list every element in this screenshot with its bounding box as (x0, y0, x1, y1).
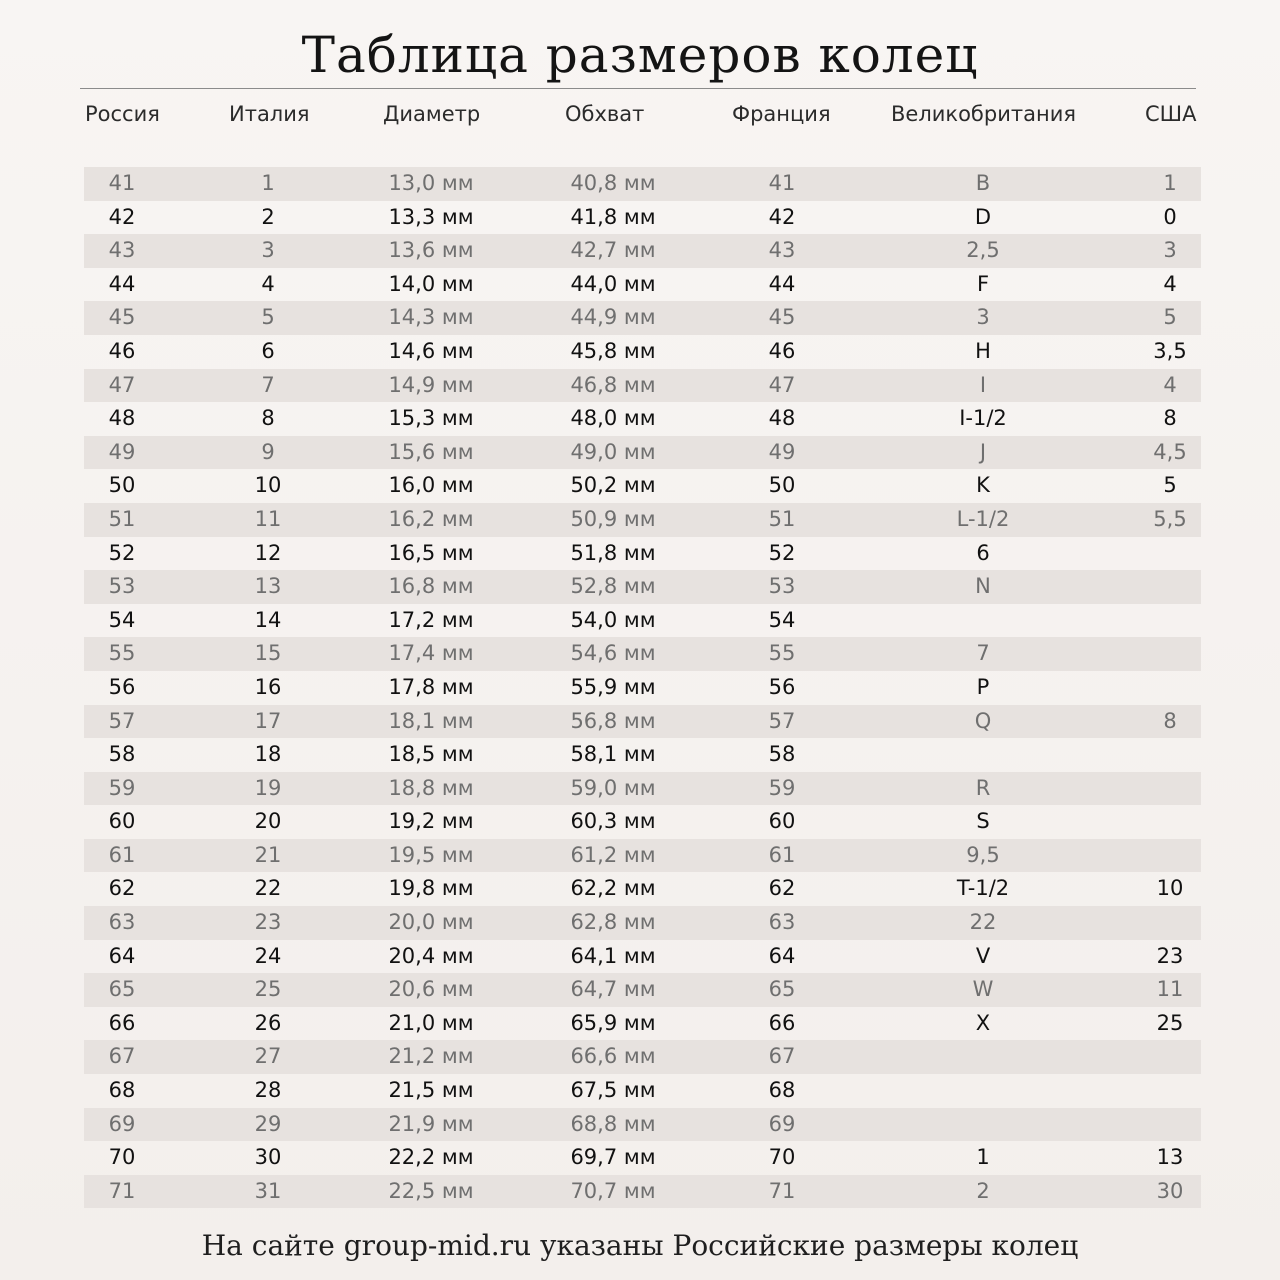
cell-diameter: 15,6 мм (388, 439, 474, 464)
cell-uk: X (975, 1010, 991, 1035)
cell-france: 44 (768, 271, 796, 296)
cell-italy: 22 (254, 876, 282, 901)
cell-circumference: 70,7 мм (570, 1178, 656, 1203)
cell-france: 67 (768, 1044, 796, 1069)
cell-uk: H (975, 338, 991, 363)
table-row (84, 335, 1201, 369)
cell-italy: 30 (254, 1145, 282, 1170)
cell-france: 65 (768, 977, 796, 1002)
cell-diameter: 16,8 мм (388, 574, 474, 599)
cell-france: 55 (768, 641, 796, 666)
cell-circumference: 50,9 мм (570, 506, 656, 531)
cell-usa: 5 (1163, 473, 1177, 498)
cell-russia: 57 (108, 708, 136, 733)
cell-france: 48 (768, 406, 796, 431)
column-header-france: Франция (732, 102, 831, 126)
cell-uk: I-1/2 (959, 406, 1007, 431)
cell-circumference: 58,1 мм (570, 742, 656, 767)
cell-diameter: 19,8 мм (388, 876, 474, 901)
cell-uk: 9,5 (966, 842, 1000, 867)
cell-circumference: 62,2 мм (570, 876, 656, 901)
size-table (84, 167, 1201, 1208)
table-row (84, 402, 1201, 436)
cell-italy: 11 (254, 506, 282, 531)
cell-russia: 48 (108, 406, 136, 431)
cell-france: 58 (768, 742, 796, 767)
cell-uk: K (976, 473, 990, 498)
cell-diameter: 14,9 мм (388, 372, 474, 397)
cell-circumference: 40,8 мм (570, 171, 656, 195)
table-row (84, 671, 1201, 705)
cell-italy: 21 (254, 842, 282, 867)
cell-usa: 4 (1163, 372, 1177, 397)
cell-usa: 0 (1163, 204, 1177, 229)
cell-diameter: 18,8 мм (388, 775, 474, 800)
table-row (84, 839, 1201, 873)
cell-russia: 60 (108, 809, 136, 834)
cell-usa: 8 (1163, 406, 1177, 431)
cell-uk: 1 (976, 1145, 990, 1170)
cell-diameter: 14,0 мм (388, 271, 474, 296)
cell-france: 56 (768, 674, 796, 699)
cell-italy: 5 (261, 305, 275, 330)
cell-uk: V (975, 943, 991, 968)
cell-france: 52 (768, 540, 796, 565)
cell-italy: 28 (254, 1078, 282, 1103)
table-row (84, 940, 1201, 974)
cell-circumference: 50,2 мм (570, 473, 656, 498)
cell-russia: 53 (108, 574, 136, 599)
cell-diameter: 14,3 мм (388, 305, 474, 330)
table-row (84, 772, 1201, 806)
table-row (84, 1141, 1201, 1175)
cell-circumference: 54,6 мм (570, 641, 656, 666)
cell-france: 61 (768, 842, 796, 867)
cell-france: 63 (768, 910, 796, 935)
cell-diameter: 19,5 мм (388, 842, 474, 867)
cell-diameter: 21,9 мм (388, 1111, 474, 1136)
cell-uk: 22 (969, 910, 997, 935)
table-row (84, 973, 1201, 1007)
cell-russia: 61 (108, 842, 136, 867)
cell-russia: 51 (108, 506, 136, 531)
cell-circumference: 51,8 мм (570, 540, 656, 565)
cell-italy: 3 (261, 238, 275, 263)
table-row (84, 637, 1201, 671)
cell-italy: 2 (261, 204, 275, 229)
cell-diameter: 21,5 мм (388, 1078, 474, 1103)
cell-russia: 68 (108, 1078, 136, 1103)
cell-diameter: 22,2 мм (388, 1145, 474, 1170)
cell-diameter: 14,6 мм (388, 338, 474, 363)
cell-diameter: 17,8 мм (388, 674, 474, 699)
cell-russia: 62 (108, 876, 136, 901)
cell-circumference: 41,8 мм (570, 204, 656, 229)
cell-russia: 47 (108, 372, 136, 397)
table-row (84, 1007, 1201, 1041)
cell-circumference: 49,0 мм (570, 439, 656, 464)
cell-italy: 8 (261, 406, 275, 431)
cell-uk: N (975, 574, 991, 599)
cell-diameter: 21,0 мм (388, 1010, 474, 1035)
cell-france: 69 (768, 1111, 796, 1136)
cell-russia: 65 (108, 977, 136, 1002)
cell-italy: 12 (254, 540, 282, 565)
cell-france: 68 (768, 1078, 796, 1103)
table-row (84, 738, 1201, 772)
table-row (84, 604, 1201, 638)
cell-circumference: 69,7 мм (570, 1145, 656, 1170)
cell-circumference: 67,5 мм (570, 1078, 656, 1103)
cell-russia: 46 (108, 338, 136, 363)
cell-uk: 2,5 (966, 238, 1000, 263)
table-row (84, 1108, 1201, 1142)
footer-note: На сайте group-mid.ru указаны Российские размеры колец (201, 1229, 1079, 1262)
cell-diameter: 20,6 мм (388, 977, 474, 1002)
cell-circumference: 65,9 мм (570, 1010, 656, 1035)
cell-france: 53 (768, 574, 796, 599)
cell-usa: 8 (1163, 708, 1177, 733)
cell-france: 54 (768, 607, 796, 632)
cell-usa: 30 (1156, 1178, 1184, 1203)
cell-usa: 3,5 (1153, 338, 1187, 363)
cell-uk: Q (974, 708, 992, 733)
cell-russia: 59 (108, 775, 136, 800)
cell-diameter: 16,0 мм (388, 473, 474, 498)
cell-italy: 6 (261, 338, 275, 363)
cell-france: 51 (768, 506, 796, 531)
cell-usa: 3 (1163, 238, 1177, 263)
cell-france: 46 (768, 338, 796, 363)
cell-italy: 29 (254, 1111, 282, 1136)
cell-uk: S (976, 809, 990, 834)
table-header (0, 102, 1280, 132)
cell-usa: 23 (1156, 943, 1184, 968)
cell-diameter: 21,2 мм (388, 1044, 474, 1069)
table-row (84, 301, 1201, 335)
cell-circumference: 59,0 мм (570, 775, 656, 800)
cell-france: 42 (768, 204, 796, 229)
cell-usa: 5 (1163, 305, 1177, 330)
cell-diameter: 20,4 мм (388, 943, 474, 968)
cell-diameter: 18,5 мм (388, 742, 474, 767)
cell-italy: 24 (254, 943, 282, 968)
cell-uk: T-1/2 (956, 876, 1010, 901)
table-row (84, 1074, 1201, 1108)
table-row (84, 537, 1201, 571)
table-row (84, 705, 1201, 739)
cell-diameter: 17,2 мм (388, 607, 474, 632)
cell-uk: 2 (976, 1178, 990, 1203)
cell-diameter: 17,4 мм (388, 641, 474, 666)
cell-italy: 26 (254, 1010, 282, 1035)
cell-diameter: 19,2 мм (388, 809, 474, 834)
cell-france: 62 (768, 876, 796, 901)
column-header-diameter: Диаметр (383, 102, 481, 126)
cell-russia: 55 (108, 641, 136, 666)
cell-france: 49 (768, 439, 796, 464)
cell-france: 47 (768, 372, 796, 397)
cell-russia: 45 (108, 305, 136, 330)
cell-russia: 67 (108, 1044, 136, 1069)
cell-uk: P (976, 674, 990, 699)
cell-france: 57 (768, 708, 796, 733)
cell-france: 64 (768, 943, 796, 968)
cell-uk: L-1/2 (956, 506, 1010, 531)
cell-circumference: 45,8 мм (570, 338, 656, 363)
cell-russia: 69 (108, 1111, 136, 1136)
cell-circumference: 55,9 мм (570, 674, 656, 699)
cell-diameter: 16,2 мм (388, 506, 474, 531)
cell-diameter: 15,3 мм (388, 406, 474, 431)
cell-circumference: 60,3 мм (570, 809, 656, 834)
cell-russia: 42 (108, 204, 136, 229)
cell-russia: 58 (108, 742, 136, 767)
cell-france: 70 (768, 1145, 796, 1170)
cell-uk: B (975, 171, 991, 195)
cell-circumference: 44,0 мм (570, 271, 656, 296)
cell-russia: 64 (108, 943, 136, 968)
table-row (84, 805, 1201, 839)
column-header-uk: Великобритания (891, 102, 1076, 126)
cell-uk: 6 (976, 540, 990, 565)
cell-usa: 4 (1163, 271, 1177, 296)
column-header-circumference: Обхват (565, 102, 645, 126)
cell-diameter: 16,5 мм (388, 540, 474, 565)
cell-france: 41 (768, 171, 796, 195)
cell-diameter: 13,6 мм (388, 238, 474, 263)
cell-circumference: 56,8 мм (570, 708, 656, 733)
column-header-usa: США (1145, 102, 1197, 126)
cell-uk: F (976, 271, 990, 296)
column-header-italy: Италия (229, 102, 310, 126)
table-row (84, 234, 1201, 268)
cell-uk: J (979, 439, 987, 464)
cell-russia: 41 (108, 171, 136, 195)
cell-diameter: 22,5 мм (388, 1178, 474, 1203)
cell-circumference: 68,8 мм (570, 1111, 656, 1136)
cell-italy: 25 (254, 977, 282, 1002)
page-title: Таблица размеров колец (301, 26, 979, 84)
cell-diameter: 13,0 мм (388, 171, 474, 195)
table-row (84, 906, 1201, 940)
cell-uk: R (975, 775, 991, 800)
cell-uk: W (972, 977, 994, 1002)
cell-russia: 44 (108, 271, 136, 296)
table-row (84, 201, 1201, 235)
cell-italy: 7 (261, 372, 275, 397)
cell-italy: 16 (254, 674, 282, 699)
cell-diameter: 18,1 мм (388, 708, 474, 733)
cell-russia: 50 (108, 473, 136, 498)
cell-italy: 1 (261, 171, 275, 195)
cell-russia: 56 (108, 674, 136, 699)
cell-italy: 20 (254, 809, 282, 834)
cell-russia: 43 (108, 238, 136, 263)
cell-usa: 10 (1156, 876, 1184, 901)
cell-usa: 11 (1156, 977, 1184, 1002)
cell-france: 66 (768, 1010, 796, 1035)
cell-italy: 14 (254, 607, 282, 632)
cell-diameter: 20,0 мм (388, 910, 474, 935)
cell-usa: 1 (1163, 171, 1177, 195)
cell-italy: 19 (254, 775, 282, 800)
title-divider (80, 88, 1196, 89)
cell-russia: 66 (108, 1010, 136, 1035)
cell-italy: 4 (261, 271, 275, 296)
cell-italy: 27 (254, 1044, 282, 1069)
cell-russia: 70 (108, 1145, 136, 1170)
table-row (84, 268, 1201, 302)
table-row (84, 1175, 1201, 1209)
cell-usa: 4,5 (1153, 439, 1187, 464)
table-row (84, 570, 1201, 604)
cell-circumference: 42,7 мм (570, 238, 656, 263)
cell-usa: 5,5 (1153, 506, 1187, 531)
cell-france: 71 (768, 1178, 796, 1203)
cell-uk: 7 (976, 641, 990, 666)
cell-russia: 63 (108, 910, 136, 935)
cell-italy: 13 (254, 574, 282, 599)
cell-circumference: 64,7 мм (570, 977, 656, 1002)
cell-circumference: 48,0 мм (570, 406, 656, 431)
table-row (84, 872, 1201, 906)
cell-circumference: 66,6 мм (570, 1044, 656, 1069)
cell-uk: D (974, 204, 992, 229)
cell-circumference: 44,9 мм (570, 305, 656, 330)
cell-italy: 10 (254, 473, 282, 498)
table-row (84, 1040, 1201, 1074)
cell-italy: 31 (254, 1178, 282, 1203)
cell-russia: 52 (108, 540, 136, 565)
table-row (84, 436, 1201, 470)
cell-diameter: 13,3 мм (388, 204, 474, 229)
cell-russia: 54 (108, 607, 136, 632)
cell-uk: I (979, 372, 987, 397)
cell-russia: 71 (108, 1178, 136, 1203)
cell-usa: 13 (1156, 1145, 1184, 1170)
table-row (84, 503, 1201, 537)
cell-france: 59 (768, 775, 796, 800)
cell-circumference: 46,8 мм (570, 372, 656, 397)
cell-circumference: 52,8 мм (570, 574, 656, 599)
cell-france: 60 (768, 809, 796, 834)
cell-usa: 25 (1156, 1010, 1184, 1035)
cell-circumference: 61,2 мм (570, 842, 656, 867)
cell-circumference: 54,0 мм (570, 607, 656, 632)
cell-italy: 18 (254, 742, 282, 767)
cell-italy: 9 (261, 439, 275, 464)
cell-italy: 23 (254, 910, 282, 935)
cell-france: 43 (768, 238, 796, 263)
cell-circumference: 64,1 мм (570, 943, 656, 968)
cell-russia: 49 (108, 439, 136, 464)
cell-france: 45 (768, 305, 796, 330)
cell-italy: 15 (254, 641, 282, 666)
table-row (84, 469, 1201, 503)
cell-circumference: 62,8 мм (570, 910, 656, 935)
table-row (84, 167, 1201, 201)
cell-italy: 17 (254, 708, 282, 733)
table-row (84, 369, 1201, 403)
column-header-russia: Россия (85, 102, 160, 126)
cell-uk: 3 (976, 305, 990, 330)
cell-france: 50 (768, 473, 796, 498)
